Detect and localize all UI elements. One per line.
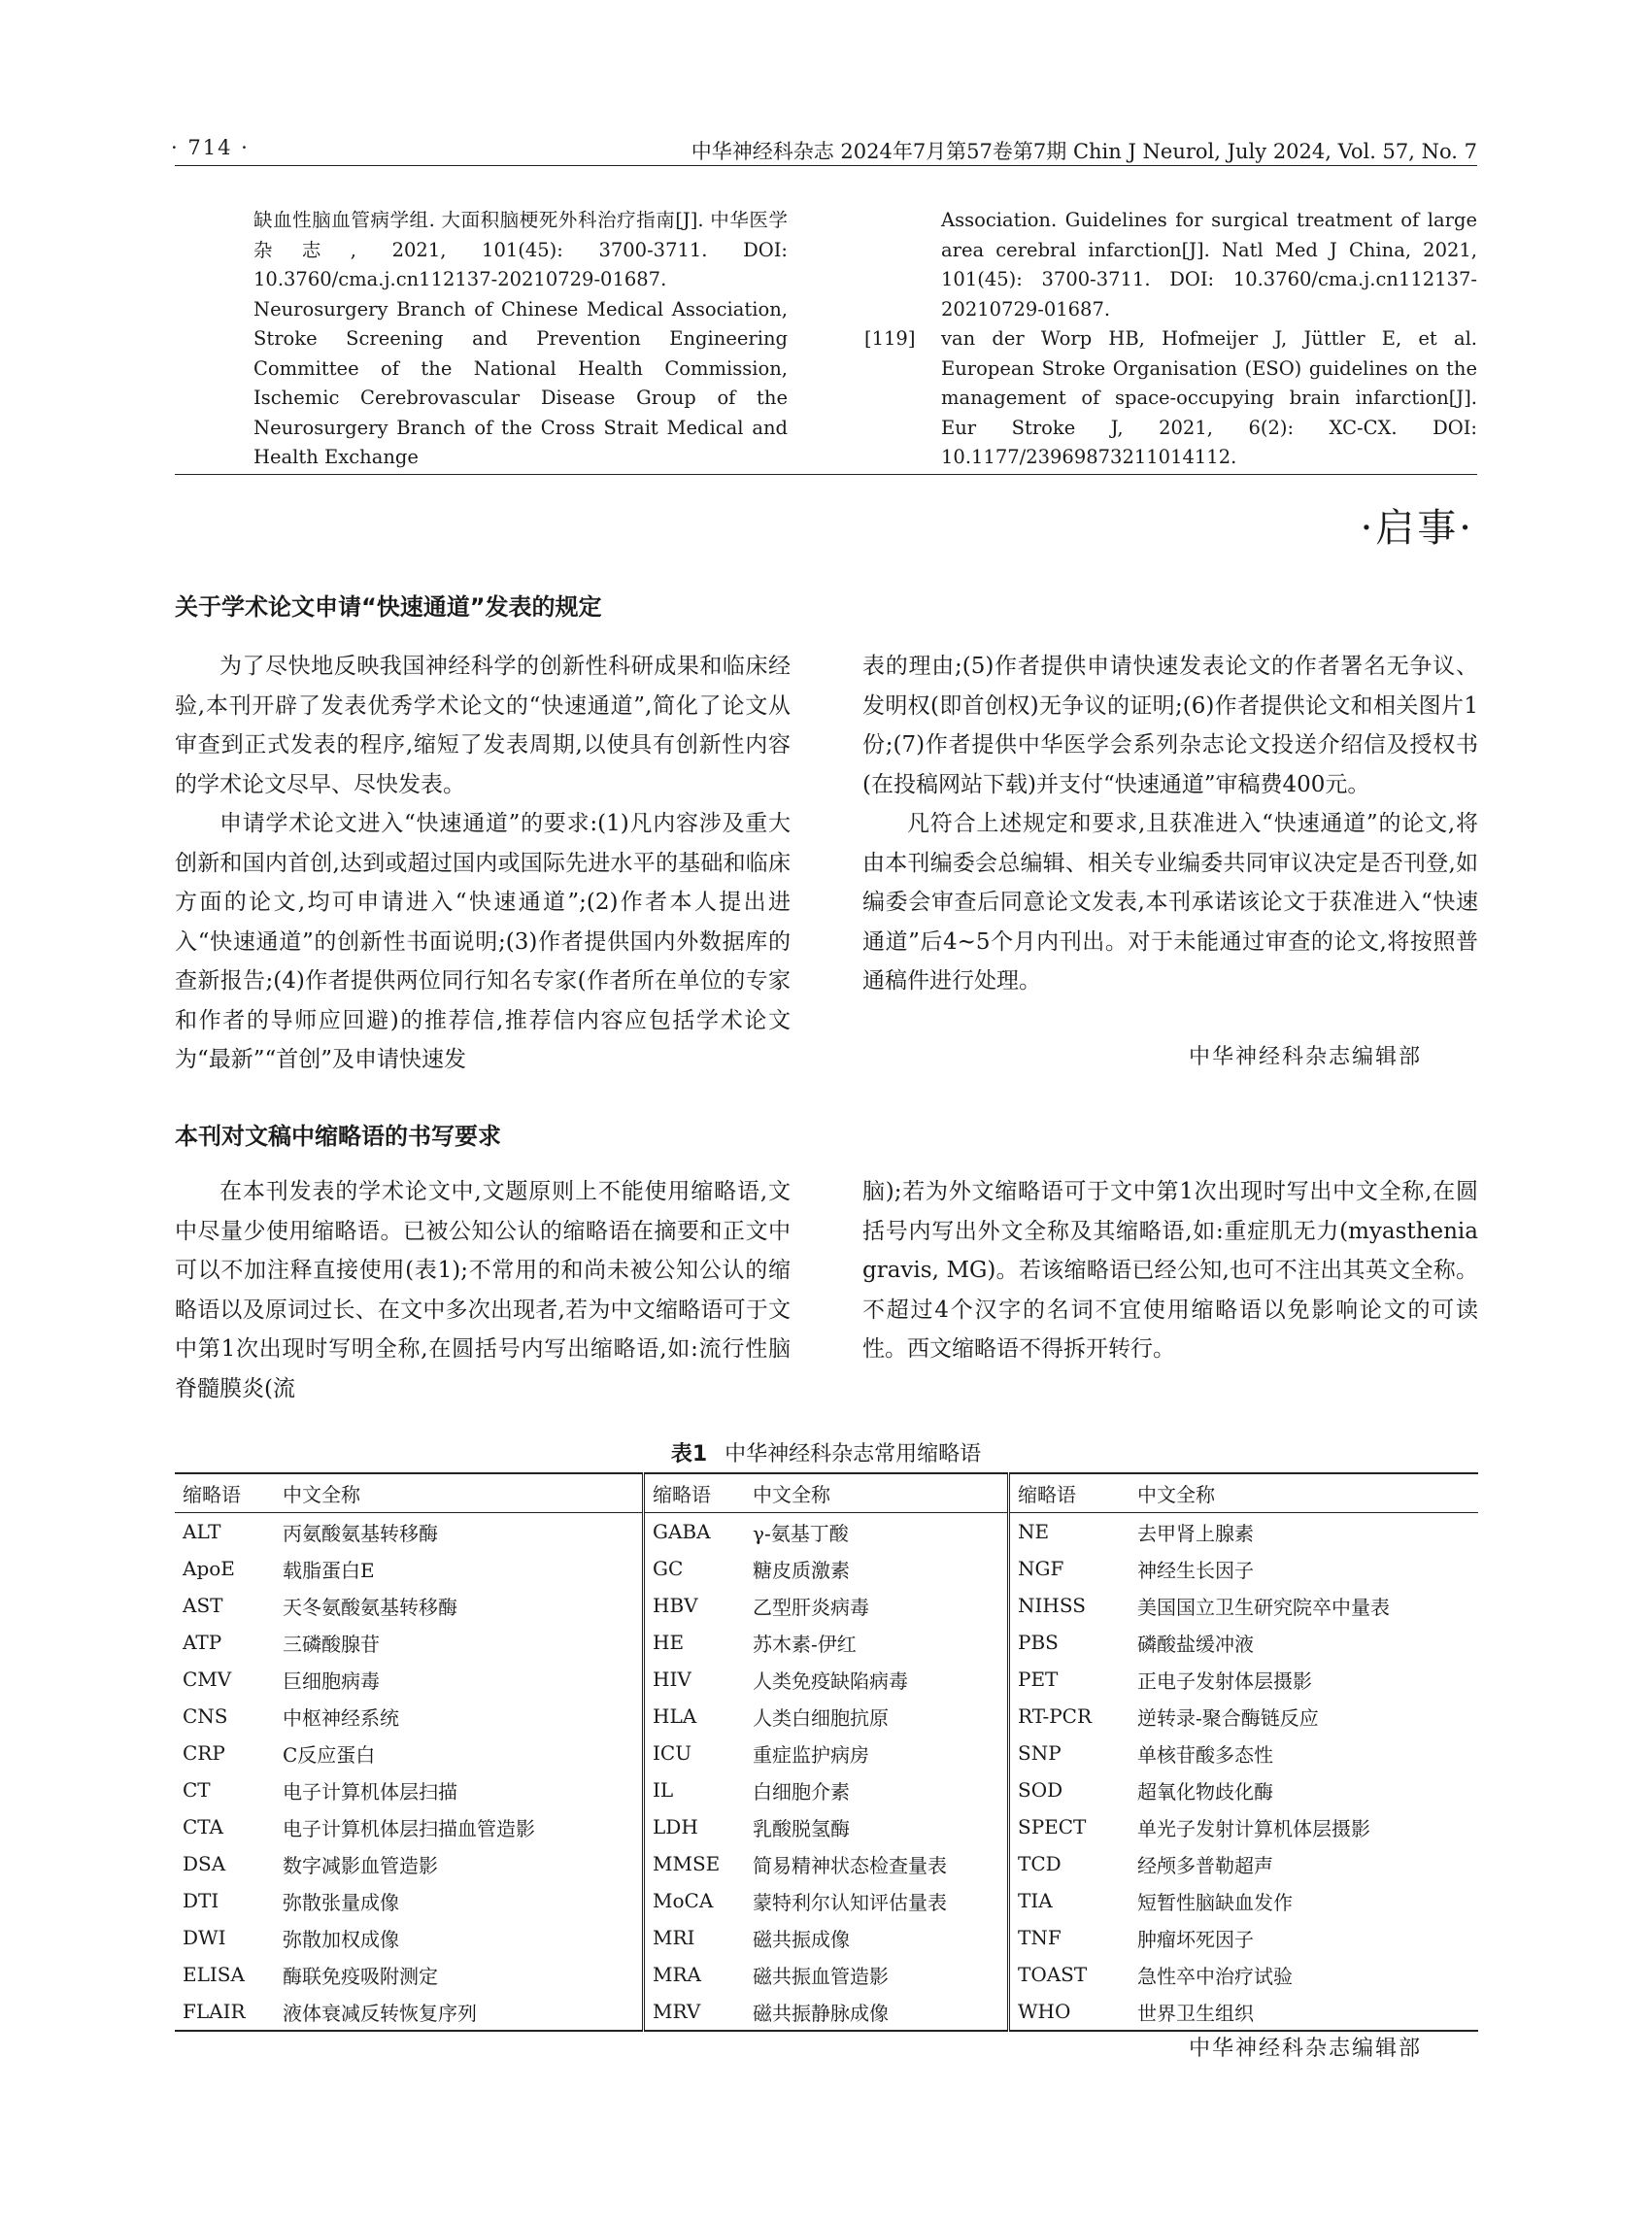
table-row — [175, 1882, 1478, 1919]
table-row — [175, 1587, 1478, 1624]
chinese-name-cell: 单光子发射计算机体层摄影 — [1137, 1816, 1370, 1840]
chinese-name-cell: 经颅多普勒超声 — [1137, 1853, 1273, 1877]
abbreviation-heading: 本刊对文稿中缩略语的书写要求 — [175, 1123, 501, 1150]
chinese-name-cell: 单核苷酸多态性 — [1137, 1742, 1273, 1767]
chinese-name-cell: 载脂蛋白E — [283, 1558, 375, 1582]
table-header-cell: 中文全称 — [753, 1483, 830, 1506]
chinese-name-cell: 苏木素-伊红 — [753, 1632, 857, 1656]
abbreviation-cell: TNF — [1009, 1919, 1130, 1956]
abbreviation-cell: FLAIR — [183, 2000, 246, 2023]
fast-track-paragraph: 申请学术论文进入“快速通道”的要求:(1)凡内容涉及重大创新和国内首创,达到或超过国内或国际先进水平的基础和临床方面的论文,均可申请进入“快速通道”;(2)作者本人提出进入“快速通道”的创新性书面说明;(3)作者提供国内外数据库的查新报告;(4)作者提供两位同行知名专家(作者所在单位的专家和作者的导师应回避)的推荐信,推荐信内容应包括学术论文为“最新”“首创”及申请快速发 — [175, 811, 791, 1072]
chinese-name-cell: 逆转录-聚合酶链反应 — [1137, 1705, 1319, 1730]
chinese-name-cell: 巨细胞病毒 — [283, 1669, 380, 1693]
chinese-name-cell: 肿瘤坏死因子 — [1137, 1927, 1254, 1951]
abbreviation-paragraph: 在本刊发表的学术论文中,文题原则上不能使用缩略语,文中尽量少使用缩略语。已被公知公认的缩略语在摘要和正文中可以不加注释直接使用(表1);不常用的和尚未被公知公认的缩略语以及原词过长、在文中多次出现者,若为中文缩略语可于文中第1次出现时写明全称,在圆括号内写出缩略语,如:流行性脑脊髓膜炎(流 — [175, 1179, 791, 1401]
chinese-name-cell: 天冬氨酸氨基转移酶 — [283, 1595, 457, 1619]
abbreviation-cell: CMV — [183, 1668, 232, 1691]
abbreviation-cell: HLA — [644, 1698, 746, 1735]
chinese-name-cell: 弥散张量成像 — [283, 1890, 399, 1914]
abbreviation-right-column — [862, 1172, 1478, 1369]
chinese-name-cell: 乳酸脱氢酶 — [753, 1816, 850, 1840]
abbreviation-cell: TCD — [1009, 1845, 1130, 1882]
abbreviation-cell: IL — [644, 1771, 746, 1808]
chinese-name-cell: 电子计算机体层扫描血管造影 — [283, 1816, 535, 1840]
abbreviation-cell: MRV — [644, 1993, 746, 2031]
fast-track-heading: 关于学术论文申请“快速通道”发表的规定 — [175, 593, 602, 621]
abbreviation-cell: NIHSS — [1009, 1587, 1130, 1624]
chinese-name-cell: 弥散加权成像 — [283, 1927, 399, 1951]
fast-track-left-column — [175, 647, 791, 1080]
abbreviation-cell: ApoE — [183, 1557, 235, 1580]
page-number: · 714 · — [171, 136, 250, 159]
chinese-name-cell: 电子计算机体层扫描 — [283, 1779, 457, 1804]
abbreviation-cell: ICU — [644, 1735, 746, 1771]
chinese-name-cell: 去甲肾上腺素 — [1137, 1521, 1254, 1545]
reference-119: van der Worp HB, Hofmeijer J, Jüttler E, et al. European Stroke Organisation (ESO) guidelines on the management of space-occupying brain infarction[J]. Eur Stroke J, 2021, 6(2): XC-CX. DOI: 10.1177/23969873211014112. — [941, 327, 1477, 468]
section-divider — [175, 474, 1477, 475]
abbreviation-cell: HIV — [644, 1661, 746, 1698]
abbreviation-cell: CT — [183, 1778, 211, 1802]
table-row — [175, 1735, 1478, 1771]
chinese-name-cell: 蒙特利尔认知评估量表 — [753, 1890, 947, 1914]
editorial-signature: 中华神经科杂志编辑部 — [1189, 1045, 1423, 1069]
table-row — [175, 1993, 1478, 2031]
abbreviation-cell: HE — [644, 1624, 746, 1661]
abbreviation-cell: WHO — [1009, 1993, 1130, 2031]
abbreviation-paragraph: 脑);若为外文缩略语可于文中第1次出现时写出中文全称,在圆括号内写出外文全称及其缩略语,如:重症肌无力(myasthenia gravis, MG)。若该缩略语已经公知,也可不注出其英文全称。不超过4个汉字的名词不宜使用缩略语以免影响论文的可读性。西文缩略语不得拆开转行。 — [862, 1179, 1478, 1362]
abbreviation-cell: ALT — [183, 1520, 221, 1543]
abbreviation-cell: HBV — [644, 1587, 746, 1624]
abbreviation-cell: MoCA — [644, 1882, 746, 1919]
chinese-name-cell: 数字减影血管造影 — [283, 1853, 438, 1877]
fast-track-right-column — [862, 647, 1478, 1001]
abbreviation-cell: TOAST — [1009, 1956, 1130, 1993]
abbreviation-cell: ELISA — [183, 1963, 245, 1986]
chinese-name-cell: 糖皮质激素 — [753, 1558, 850, 1582]
chinese-name-cell: γ-氨基丁酸 — [753, 1521, 849, 1545]
abbreviation-cell: LDH — [644, 1808, 746, 1845]
abbreviation-cell: MMSE — [644, 1845, 746, 1882]
abbreviation-cell: SNP — [1009, 1735, 1130, 1771]
abbreviation-cell: NE — [1009, 1513, 1130, 1551]
abbreviation-cell: GC — [644, 1550, 746, 1587]
chinese-name-cell: 神经生长因子 — [1137, 1558, 1254, 1582]
table-caption — [0, 1437, 1652, 1467]
fast-track-paragraph: 表的理由;(5)作者提供申请快速发表论文的作者署名无争议、发明权(即首创权)无争议的证明;(6)作者提供论文和相关图片1份;(7)作者提供中华医学会系列杂志论文投送介绍信及授权书(在投稿网站下载)并支付“快速通道”审稿费400元。 — [862, 654, 1478, 797]
chinese-name-cell: 美国国立卫生研究院卒中量表 — [1137, 1595, 1390, 1619]
notice-title: ·启事· — [1360, 506, 1474, 551]
chinese-name-cell: 正电子发射体层摄影 — [1137, 1669, 1312, 1693]
chinese-name-cell: 磁共振静脉成像 — [753, 2001, 889, 2025]
chinese-name-cell: 世界卫生组织 — [1137, 2001, 1254, 2025]
table-header-cell: 中文全称 — [1137, 1483, 1215, 1506]
chinese-name-cell: 磁共振血管造影 — [753, 1964, 889, 1988]
chinese-name-cell: 白细胞介素 — [753, 1779, 850, 1804]
abbreviation-cell: NGF — [1009, 1550, 1130, 1587]
chinese-name-cell: 急性卒中治疗试验 — [1137, 1964, 1293, 1988]
reference-119-number: [119] — [864, 327, 916, 350]
chinese-name-cell: 液体衰减反转恢复序列 — [283, 2001, 477, 2025]
abbreviation-cell: CNS — [183, 1704, 228, 1728]
abbreviation-cell: CRP — [183, 1741, 225, 1765]
chinese-name-cell: 超氧化物歧化酶 — [1137, 1779, 1273, 1804]
table-body — [175, 1513, 1478, 2032]
abbreviation-left-column — [175, 1172, 791, 1408]
chinese-name-cell: 短暂性脑缺血发作 — [1137, 1890, 1293, 1914]
abbreviation-cell: CTA — [183, 1815, 223, 1838]
chinese-name-cell: 磁共振成像 — [753, 1927, 850, 1951]
table-header-cell: 中文全称 — [283, 1483, 360, 1506]
abbreviation-cell: MRI — [644, 1919, 746, 1956]
abbreviation-cell: SPECT — [1009, 1808, 1130, 1845]
table-row — [175, 1771, 1478, 1808]
table-row — [175, 1808, 1478, 1845]
reference-118-english-continued: Association. Guidelines for surgical treatment of large area cerebral infarction[J]. Natl Med J China, 2021, 101(45): 3700-3711. DOI: 10.3760/cma.j.cn112137-20210729-01687. — [941, 209, 1477, 320]
table-header-row — [175, 1473, 1478, 1513]
header-rule — [175, 165, 1477, 166]
journal-running-header: 中华神经科杂志 2024年7月第57卷第7期 Chin J Neurol, July 2024, Vol. 57, No. 7 — [691, 140, 1477, 163]
chinese-name-cell: 乙型肝炎病毒 — [753, 1595, 869, 1619]
table-header-cell: 缩略语 — [644, 1473, 746, 1513]
chinese-name-cell: 酶联免疫吸附测定 — [283, 1964, 438, 1988]
abbreviation-cell: DTI — [183, 1889, 219, 1912]
chinese-name-cell: 磷酸盐缓冲液 — [1137, 1632, 1254, 1656]
table-row — [175, 1624, 1478, 1661]
table-row — [175, 1956, 1478, 1993]
chinese-name-cell: 重症监护病房 — [753, 1742, 869, 1767]
table-row — [175, 1550, 1478, 1587]
abbreviation-cell: AST — [183, 1594, 223, 1617]
chinese-name-cell: 人类白细胞抗原 — [753, 1705, 889, 1730]
abbreviation-cell: PBS — [1009, 1624, 1130, 1661]
abbreviation-cell: GABA — [644, 1513, 746, 1551]
table-header-cell: 缩略语 — [183, 1483, 241, 1506]
chinese-name-cell: 丙氨酸氨基转移酶 — [283, 1521, 438, 1545]
chinese-name-cell: C反应蛋白 — [283, 1742, 376, 1767]
abbreviation-cell: DSA — [183, 1852, 226, 1875]
abbreviation-cell: SOD — [1009, 1771, 1130, 1808]
chinese-name-cell: 简易精神状态检查量表 — [753, 1853, 947, 1877]
chinese-name-cell: 人类免疫缺陷病毒 — [753, 1669, 908, 1693]
fast-track-paragraph: 凡符合上述规定和要求,且获准进入“快速通道”的论文,将由本刊编委会总编辑、相关专业编委共同审议决定是否刊登,如编委会审查后同意论文发表,本刊承诺该论文于获准进入“快速通道”后4~5个月内刊出。对于未能通过审查的论文,将按照普通稿件进行处理。 — [862, 811, 1478, 994]
editorial-signature: 中华神经科杂志编辑部 — [1189, 2037, 1423, 2061]
abbreviation-cell: MRA — [644, 1956, 746, 1993]
abbreviation-table — [175, 1472, 1478, 2032]
fast-track-paragraph: 为了尽快地反映我国神经科学的创新性科研成果和临床经验,本刊开辟了发表优秀学术论文的“快速通道”,简化了论文从审查到正式发表的程序,缩短了发表周期,以使具有创新性内容的学术论文尽早、尽快发表。 — [175, 654, 791, 797]
abbreviation-cell: TIA — [1009, 1882, 1130, 1919]
table-header-cell: 缩略语 — [1009, 1473, 1130, 1513]
table-label: 表1 — [670, 1442, 708, 1466]
abbreviation-cell: RT-PCR — [1009, 1698, 1130, 1735]
table-caption-text: 中华神经科杂志常用缩略语 — [725, 1442, 982, 1466]
abbreviation-cell: DWI — [183, 1926, 226, 1949]
table-row — [175, 1919, 1478, 1956]
table-row — [175, 1661, 1478, 1698]
table-row — [175, 1698, 1478, 1735]
abbreviation-cell: PET — [1009, 1661, 1130, 1698]
table-row — [175, 1513, 1478, 1551]
table-row — [175, 1845, 1478, 1882]
reference-118-continued: 缺血性脑血管病学组. 大面积脑梗死外科治疗指南[J]. 中华医学杂志, 2021, 101(45): 3700-3711. DOI: 10.3760/cma.j.cn112137-20210729-01687. Neurosurgery Branch of Chinese Medical Association, Stroke Screening and Prevention Engineering Committee of the National Health Commission, Ischemic Cerebrovascular Disease Group of the Neurosurgery Branch of the Cross Strait Medical and Health Exchange — [253, 209, 788, 468]
abbreviation-cell: ATP — [183, 1631, 222, 1654]
chinese-name-cell: 中枢神经系统 — [283, 1705, 399, 1730]
chinese-name-cell: 三磷酸腺苷 — [283, 1632, 380, 1656]
